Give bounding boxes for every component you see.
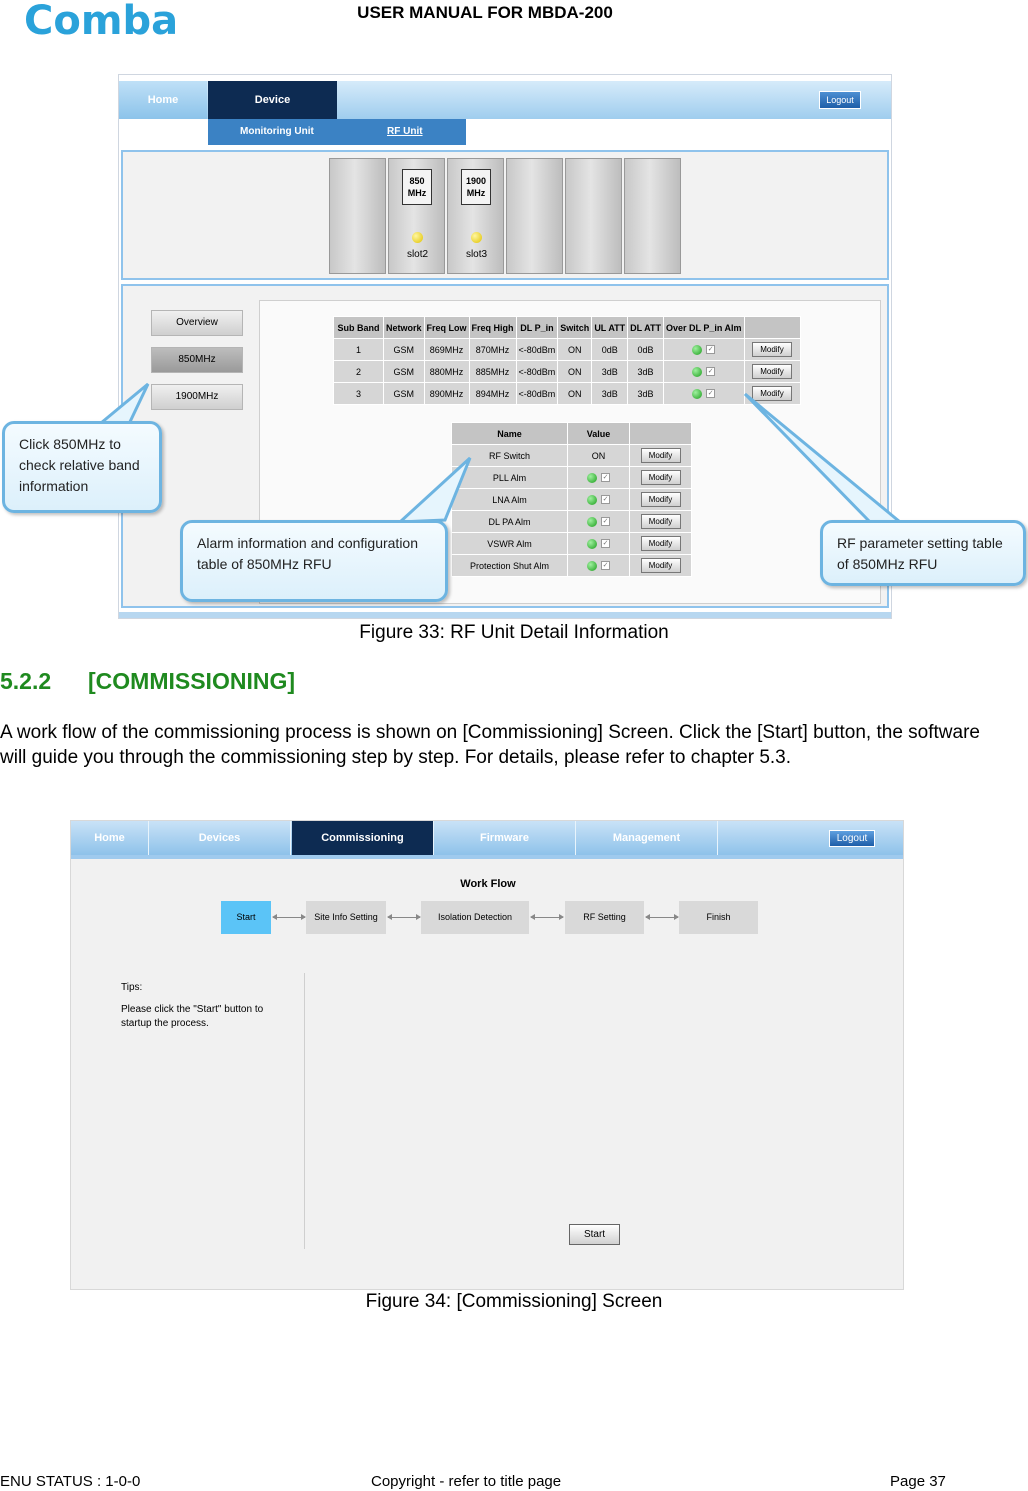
section-paragraph: A work flow of the commissioning process is shown on [Commissioning] Screen. Click the [Start] button, the software will guide you through the commissioning step by step. For details, please refer to chapter 5.3. xyxy=(0,722,980,768)
tab-home[interactable]: Home xyxy=(119,81,207,119)
slot-band-box xyxy=(402,169,432,205)
modify-button[interactable]: Modify xyxy=(752,386,792,401)
table-row xyxy=(452,533,692,555)
1900mhz-button[interactable]: 1900MHz xyxy=(151,384,243,410)
checkbox-icon[interactable]: ✓ xyxy=(707,368,714,376)
column-header: Value xyxy=(568,423,630,445)
subtab-rf-unit[interactable]: RF Unit xyxy=(387,126,423,137)
table-cell: ON xyxy=(568,445,630,467)
footer-status: ENU STATUS : 1-0-0 xyxy=(0,1473,141,1490)
checkbox-icon[interactable]: ✓ xyxy=(602,474,609,482)
slot-empty xyxy=(329,158,386,274)
figure-34-caption: Figure 34: [Commissioning] Screen xyxy=(365,1291,663,1312)
tips-box xyxy=(121,981,296,1031)
step-rf-setting[interactable]: RF Setting xyxy=(565,901,644,934)
table-cell: <-80dBm xyxy=(516,361,558,383)
table-row xyxy=(334,339,801,361)
table-cell: GSM xyxy=(384,383,425,405)
step-isolation-detection[interactable]: Isolation Detection xyxy=(421,901,529,934)
column-header: DL ATT xyxy=(628,317,664,339)
tips-title: Tips: xyxy=(121,982,143,993)
column-header: DL P_in xyxy=(516,317,558,339)
column-header: Name xyxy=(452,423,568,445)
table-cell: 3dB xyxy=(592,361,628,383)
status-led-icon xyxy=(412,232,423,243)
table-cell: DL PA Alm xyxy=(452,511,568,533)
alarm-cell xyxy=(568,555,630,577)
figure-33-caption: Figure 33: RF Unit Detail Information xyxy=(359,622,669,643)
slot-band-unit: MHz xyxy=(466,188,486,198)
slot-band-value: 1900 xyxy=(465,176,487,186)
action-cell xyxy=(630,555,692,577)
action-cell xyxy=(630,533,692,555)
step-site-info-setting[interactable]: Site Info Setting xyxy=(306,901,386,934)
table-cell: ON xyxy=(558,383,592,405)
tab-firmware[interactable]: Firmware xyxy=(434,821,576,855)
section-title: [COMMISSIONING] xyxy=(88,668,295,694)
table-cell: 0dB xyxy=(628,339,664,361)
slot-empty xyxy=(565,158,622,274)
right-callout-pointer xyxy=(745,394,900,522)
green-led-icon xyxy=(587,539,597,549)
callout-left: Click 850MHz to check relative band information xyxy=(2,421,162,513)
table-cell: ON xyxy=(558,361,592,383)
modify-button[interactable]: Modify xyxy=(641,470,681,485)
footer-page-number: Page 37 xyxy=(890,1473,946,1490)
callout-right: RF parameter setting table of 850MHz RFU xyxy=(820,520,1026,586)
slot-label: slot3 xyxy=(465,249,488,260)
table-cell: 885MHz xyxy=(469,361,516,383)
middle-callout-pointer xyxy=(400,458,470,522)
table-cell: 890MHz xyxy=(424,383,469,405)
modify-button[interactable]: Modify xyxy=(752,364,792,379)
section-number: 5.2.2 xyxy=(0,668,52,694)
subtab-monitoring-unit[interactable]: Monitoring Unit xyxy=(240,126,314,137)
tab-devices[interactable]: Devices xyxy=(149,821,291,855)
table-cell: <-80dBm xyxy=(516,383,558,405)
modify-button[interactable]: Modify xyxy=(641,492,681,507)
column-header: Sub Band xyxy=(334,317,384,339)
slot-empty xyxy=(624,158,681,274)
table-row xyxy=(452,555,692,577)
table-cell: RF Switch xyxy=(452,445,568,467)
table-cell: ON xyxy=(558,339,592,361)
panel-divider xyxy=(304,973,305,1249)
slot-band-box xyxy=(461,169,491,205)
table-cell: 3dB xyxy=(592,383,628,405)
tab-management[interactable]: Management xyxy=(576,821,718,855)
modify-button[interactable]: Modify xyxy=(641,558,681,573)
footer-copyright: Copyright - refer to title page xyxy=(371,1473,562,1490)
double-arrow-icon xyxy=(646,917,678,918)
green-led-icon xyxy=(692,345,702,355)
logout-button[interactable]: Logout xyxy=(819,91,861,109)
checkbox-icon[interactable]: ✓ xyxy=(602,540,609,548)
column-header: Over DL P_in Alm xyxy=(663,317,744,339)
tab-device[interactable]: Device xyxy=(208,81,337,119)
alarm-cell xyxy=(568,533,630,555)
document-title: USER MANUAL FOR MBDA-200 xyxy=(357,3,613,22)
slot-1900mhz[interactable] xyxy=(447,158,504,274)
nav-underline xyxy=(71,855,904,859)
slot-label: slot2 xyxy=(406,249,429,260)
section-heading xyxy=(0,668,295,695)
table-cell: 3 xyxy=(334,383,384,405)
table-header-row xyxy=(334,317,801,339)
checkbox-icon[interactable]: ✓ xyxy=(707,390,714,398)
table-cell: 880MHz xyxy=(424,361,469,383)
table-cell: 3dB xyxy=(628,361,664,383)
logout-button[interactable]: Logout xyxy=(829,830,875,847)
table-cell: <-80dBm xyxy=(516,339,558,361)
slot-panel xyxy=(121,150,889,280)
footer-strip xyxy=(119,612,891,619)
column-header xyxy=(744,317,800,339)
double-arrow-icon xyxy=(531,917,563,918)
workflow-title: Work Flow xyxy=(460,878,516,890)
slot-band-value: 850 xyxy=(409,176,425,186)
table-cell: 3dB xyxy=(628,383,664,405)
table-cell: 2 xyxy=(334,361,384,383)
checkbox-icon[interactable]: ✓ xyxy=(602,496,609,504)
alarm-cell xyxy=(663,339,744,361)
start-button[interactable]: Start xyxy=(569,1224,620,1245)
table-cell: 869MHz xyxy=(424,339,469,361)
step-finish[interactable]: Finish xyxy=(679,901,758,934)
table-cell: Protection Shut Alm xyxy=(452,555,568,577)
comba-logo xyxy=(24,0,209,40)
overview-button[interactable]: Overview xyxy=(151,310,243,336)
figure-34-screenshot xyxy=(70,820,904,1290)
slot-850mhz[interactable] xyxy=(388,158,445,274)
modify-button[interactable]: Modify xyxy=(752,342,792,357)
action-cell xyxy=(744,339,800,361)
step-start[interactable]: Start xyxy=(221,901,271,934)
tips-message: Please click the "Start" button to startup the process. xyxy=(121,1004,264,1029)
table-cell: 1 xyxy=(334,339,384,361)
column-header: Freq Low xyxy=(424,317,469,339)
double-arrow-icon xyxy=(388,917,420,918)
modify-button[interactable]: Modify xyxy=(641,536,681,551)
column-header: Switch xyxy=(558,317,592,339)
table-cell: 870MHz xyxy=(469,339,516,361)
status-led-icon xyxy=(471,232,482,243)
green-led-icon xyxy=(587,561,597,571)
checkbox-icon[interactable]: ✓ xyxy=(707,346,714,354)
logo-text: Comba xyxy=(24,0,179,40)
table-cell: GSM xyxy=(384,339,425,361)
checkbox-icon[interactable]: ✓ xyxy=(602,518,609,526)
tab-home[interactable]: Home xyxy=(71,821,149,855)
column-header: Freq High xyxy=(469,317,516,339)
slot-band-unit: MHz xyxy=(407,188,427,198)
850mhz-button[interactable]: 850MHz xyxy=(151,347,243,373)
column-header: Network xyxy=(384,317,425,339)
modify-button[interactable]: Modify xyxy=(641,514,681,529)
table-cell: 894MHz xyxy=(469,383,516,405)
callout-middle: Alarm information and configuration table of 850MHz RFU xyxy=(180,520,448,602)
table-cell: 0dB xyxy=(592,339,628,361)
modify-button[interactable]: Modify xyxy=(641,448,681,463)
slot-empty xyxy=(506,158,563,274)
double-arrow-icon xyxy=(273,917,305,918)
table-cell: LNA Alm xyxy=(452,489,568,511)
table-cell: GSM xyxy=(384,361,425,383)
table-cell: VSWR Alm xyxy=(452,533,568,555)
tab-commissioning[interactable]: Commissioning xyxy=(292,821,434,855)
checkbox-icon[interactable]: ✓ xyxy=(602,562,609,570)
column-header: UL ATT xyxy=(592,317,628,339)
table-cell: PLL Alm xyxy=(452,467,568,489)
